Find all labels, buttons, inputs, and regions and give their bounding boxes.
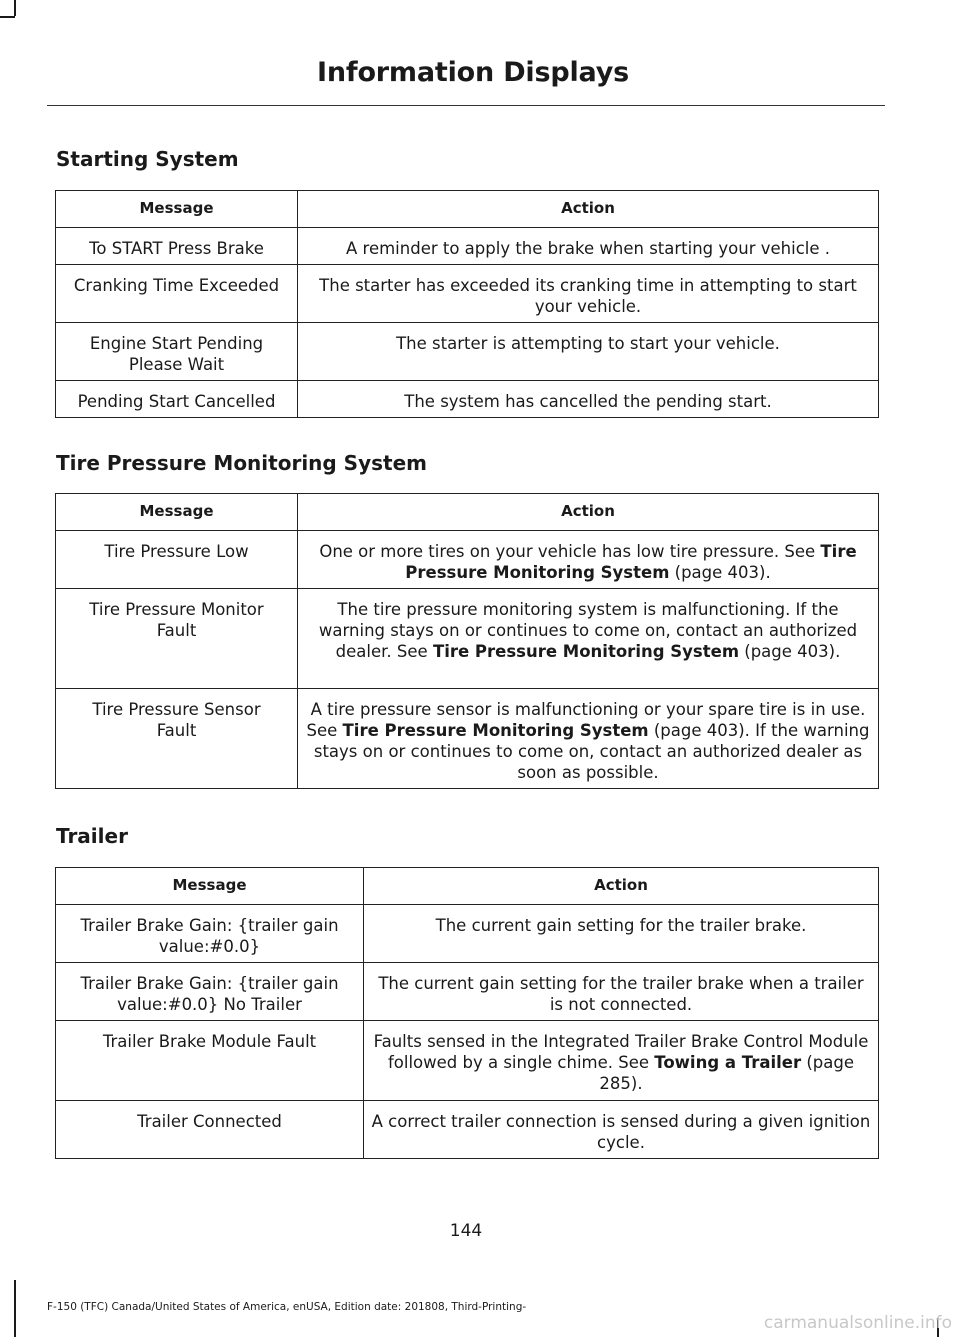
action-text: (page 403). If the warning stays on or continues to come on, contact an authorized dealer as soon as possible. (313, 721, 870, 782)
action-cell (364, 1021, 879, 1101)
action-cell: The current gain setting for the trailer brake when a trailer is not connected. (364, 963, 879, 1021)
crop-mark (14, 0, 16, 16)
table-row (56, 381, 879, 418)
cross-reference-link[interactable]: Towing a Trailer (654, 1053, 802, 1072)
starting-system-table (55, 190, 879, 418)
action-cell: A reminder to apply the brake when starting your vehicle . (298, 228, 879, 265)
message-cell: Trailer Brake Gain: {trailer gain value:#0.0} No Trailer (56, 963, 364, 1021)
table-row (56, 905, 879, 963)
column-header-action: Action (298, 191, 879, 228)
action-text: The tire pressure monitoring system is malfunctioning. If the warning stays on or continues to come on, contact an authorized dealer. See (318, 600, 858, 661)
page-reference: (page 403). (669, 563, 771, 582)
column-header-message: Message (56, 868, 364, 905)
column-header-action: Action (298, 494, 879, 531)
message-cell: Engine Start Pending Please Wait (56, 323, 298, 381)
table-row (56, 228, 879, 265)
action-cell: The starter is attempting to start your vehicle. (298, 323, 879, 381)
section-title-starting-system: Starting System (56, 147, 239, 171)
crop-mark (0, 16, 15, 18)
message-cell: Cranking Time Exceeded (56, 265, 298, 323)
action-text: A tire pressure sensor is malfunctioning or your spare tire is in use. See (306, 700, 866, 740)
table-row (56, 1021, 879, 1101)
section-title-tire-pressure: Tire Pressure Monitoring System (56, 451, 427, 475)
action-cell (298, 589, 879, 689)
column-header-message: Message (56, 191, 298, 228)
table-row (56, 689, 879, 789)
section-title-trailer: Trailer (56, 824, 128, 848)
action-cell: The system has cancelled the pending start. (298, 381, 879, 418)
action-text: Faults sensed in the Integrated Trailer Brake Control Module followed by a single chime. See (373, 1032, 869, 1072)
action-cell: The starter has exceeded its cranking time in attempting to start your vehicle. (298, 265, 879, 323)
action-cell (298, 689, 879, 789)
message-cell: Trailer Brake Gain: {trailer gain value:#0.0} (56, 905, 364, 963)
page-header (0, 58, 960, 88)
watermark: carmanualsonline.info (763, 1313, 952, 1333)
message-cell: Tire Pressure Monitor Fault (56, 589, 298, 689)
column-header-action: Action (364, 868, 879, 905)
table-row (56, 265, 879, 323)
action-text: One or more tires on your vehicle has low tire pressure. See (319, 542, 821, 561)
column-header-message: Message (56, 494, 298, 531)
action-cell: A correct trailer connection is sensed during a given ignition cycle. (364, 1101, 879, 1159)
edition-footer: F-150 (TFC) Canada/United States of America, enUSA, Edition date: 201808, Third-Printing- (47, 1301, 527, 1313)
trailer-table (55, 867, 879, 1159)
page-title: Information Displays (317, 57, 629, 88)
table-row (56, 589, 879, 689)
message-cell: Trailer Connected (56, 1101, 364, 1159)
tire-pressure-table (55, 493, 879, 789)
page-reference: (page 403). (739, 642, 841, 661)
header-divider (47, 105, 885, 106)
table-header-row (56, 191, 879, 228)
table-header-row (56, 494, 879, 531)
crop-mark (14, 1280, 16, 1337)
table-header-row (56, 868, 879, 905)
message-cell: Trailer Brake Module Fault (56, 1021, 364, 1101)
table-row (56, 1101, 879, 1159)
page-reference: (page 285). (599, 1053, 855, 1093)
page-number: 144 (449, 1221, 483, 1241)
message-cell: Pending Start Cancelled (56, 381, 298, 418)
cross-reference-link[interactable]: Tire Pressure Monitoring System (405, 542, 857, 582)
action-cell: The current gain setting for the trailer brake. (364, 905, 879, 963)
message-cell: Tire Pressure Sensor Fault (56, 689, 298, 789)
table-row (56, 323, 879, 381)
cross-reference-link[interactable]: Tire Pressure Monitoring System (342, 721, 649, 740)
table-row (56, 963, 879, 1021)
action-cell (298, 531, 879, 589)
table-row (56, 531, 879, 589)
message-cell: Tire Pressure Low (56, 531, 298, 589)
message-cell: To START Press Brake (56, 228, 298, 265)
cross-reference-link[interactable]: Tire Pressure Monitoring System (432, 642, 740, 661)
